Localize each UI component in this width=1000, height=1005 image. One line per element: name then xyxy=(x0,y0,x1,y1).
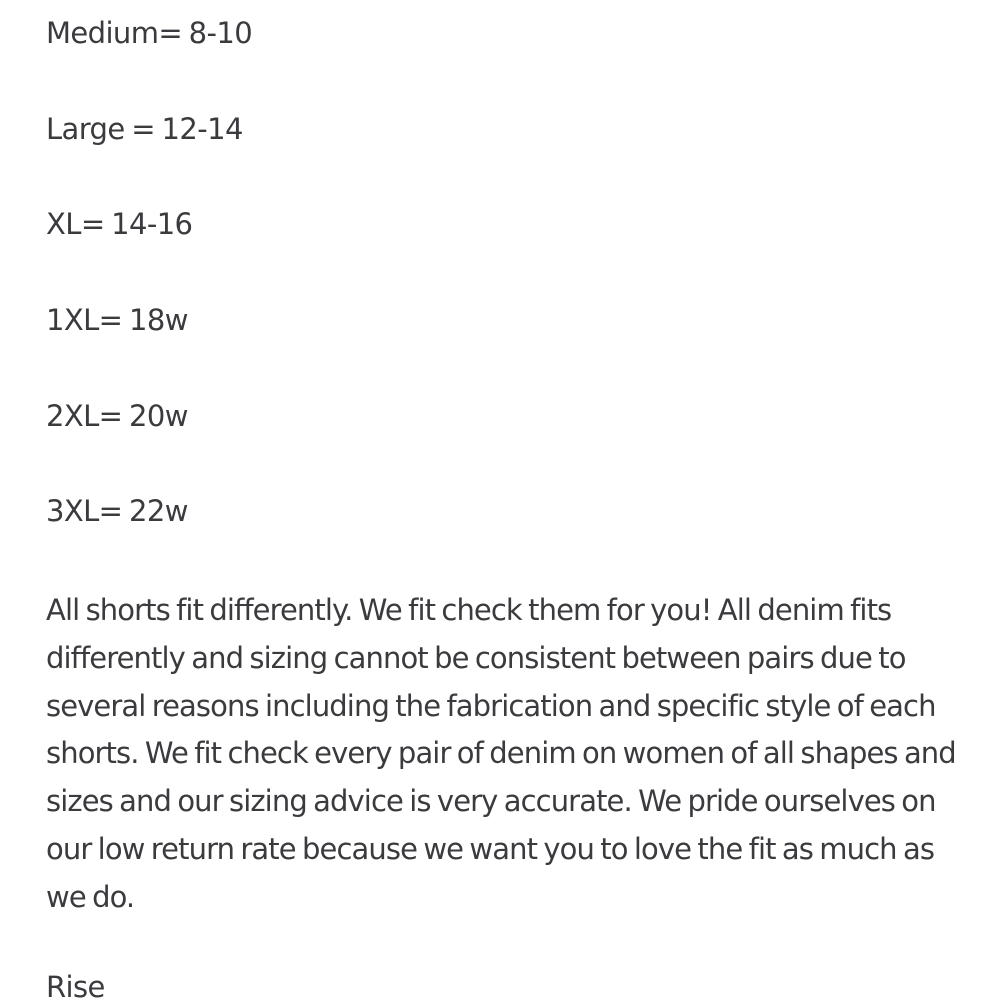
fit-note-paragraph: All shorts fit differently. We fit check them for you! All denim fits differently and sizing cannot be consistent between pairs due to several reasons including the fabrication and specific style of each shorts. We fit check every pair of denim on women of all shapes and sizes and our sizing advice is very accurate. We pride ourselves on our low return rate because we want you to love the fit as much as we do. xyxy=(46,593,956,914)
size-2xl: 2XL= 20w xyxy=(46,399,188,433)
size-1xl: 1XL= 18w xyxy=(46,303,188,337)
size-large: Large = 12-14 xyxy=(46,112,243,146)
size-medium: Medium= 8-10 xyxy=(46,16,253,50)
size-3xl: 3XL= 22w xyxy=(46,494,188,528)
size-xl: XL= 14-16 xyxy=(46,207,193,241)
rise-heading: Rise xyxy=(46,970,105,1004)
